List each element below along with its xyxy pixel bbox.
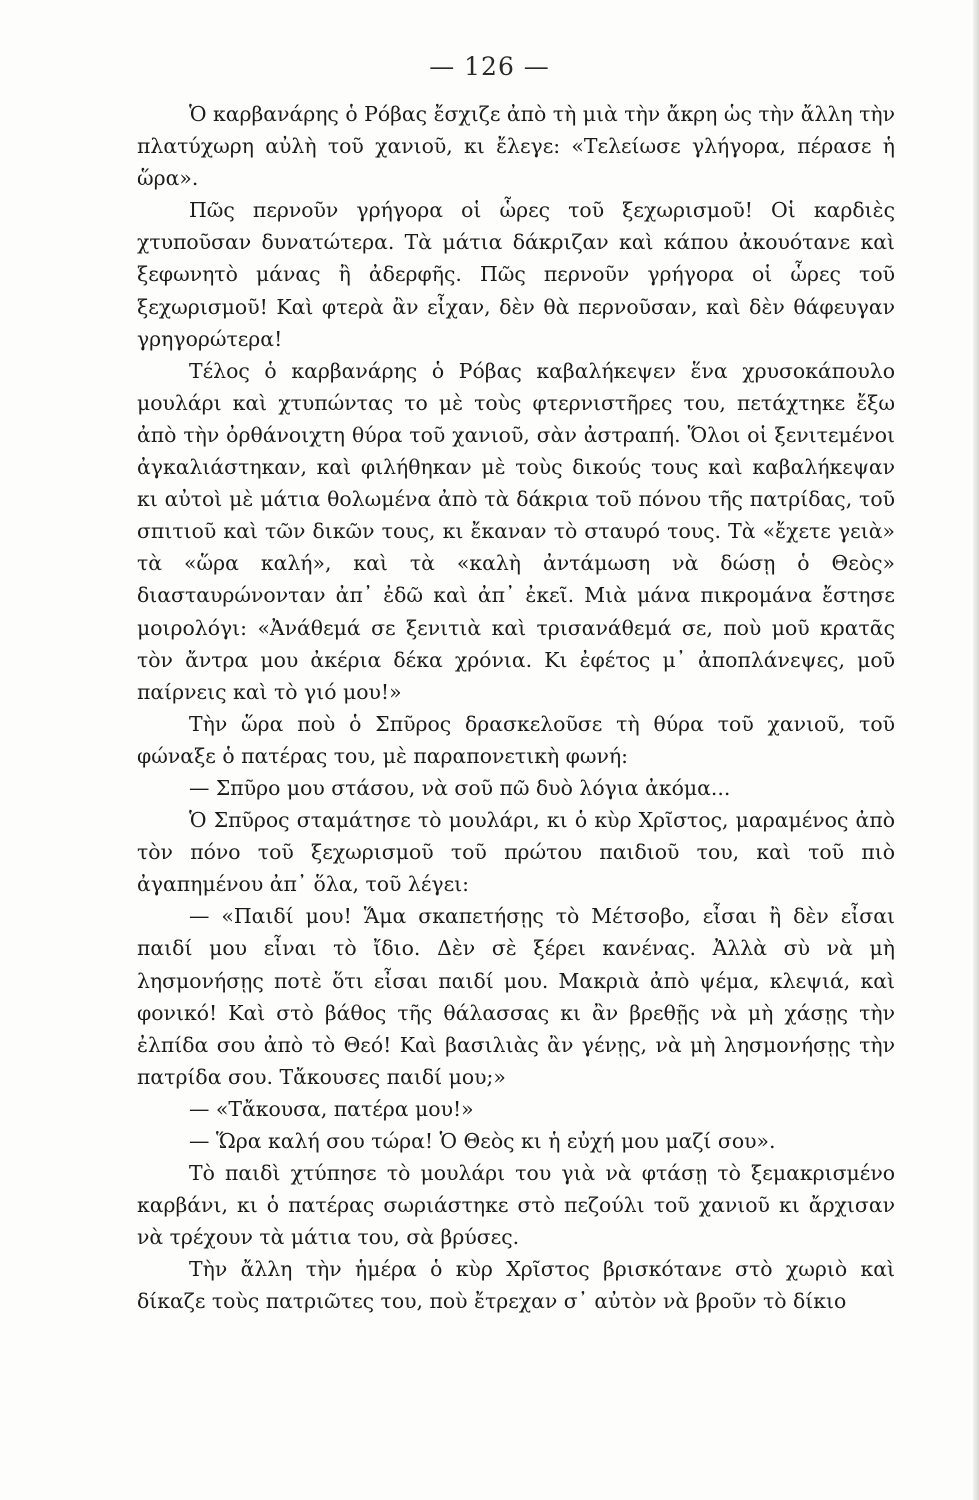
paragraph: — Ὥρα καλή σου τώρα! Ὁ Θεὸς κι ἡ εὐχή μου μαζί σου». [189,1129,776,1153]
paragraph: Ὁ καρβανάρης ὁ Ρόβας ἔσχιζε ἀπὸ τὴ μιὰ τὴν ἄκρη ὡς τὴν ἄλλη τὴν πλατύχωρη αὐλὴ τοῦ χανιοῦ, κι ἔλεγε: «Τελείωσε γλήγορα, πέρασε ἡ ὥρα». [137,102,895,191]
paragraph: — «Παιδί μου! Ἅμα σκαπετήσῃς τὸ Μέτσοβο, εἶσαι ἢ δὲν εἶσαι παιδί μου εἶναι τὸ ἴδιο. Δὲν σὲ ξέρει κανένας. Ἀλλὰ σὺ νὰ μὴ λησμονήσῃς ποτὲ ὅτι εἶσαι παιδί μου. Μακριὰ ἀπὸ ψέμα, κλεψιά, καὶ φονικό! Καὶ στὸ βάθος τῆς θάλασσας κι ἂν βρεθῇς νὰ μὴ χάσῃς τὴν ἐλπίδα σου ἀπὸ τὸ Θεό! Καὶ βασιλιὰς ἂν γένῃς, νὰ μὴ λησμονήσῃς τὴν πατρίδα σου. Τἄκουσες παιδί μου;» [137,904,895,1089]
paragraph: Ὁ Σπῦρος σταμάτησε τὸ μουλάρι, κι ὁ κὺρ Χρῖστος, μαραμένος ἀπὸ τὸν πόνο τοῦ ξεχωρισμοῦ τοῦ πρώτου παιδιοῦ του, καὶ τοῦ πιὸ ἀγαπημένου ἀπ᾽ ὅλα, τοῦ λέγει: [137,808,895,897]
paragraph: — Σπῦρο μου στάσου, νὰ σοῦ πῶ δυὸ λόγια ἀκόμα... [189,775,731,800]
page-edge-shadow [973,0,979,1500]
paragraph: Τὸ παιδὶ χτύπησε τὸ μουλάρι του γιὰ νὰ φτάσῃ τὸ ξεμακρισμένο καρβάνι, κι ὁ πατέρας σωριάστηκε στὸ πεζούλι τοῦ χανιοῦ κι ἄρχισαν νὰ τρέχουν τὰ μάτια του, σὰ βρύσες. [137,1161,895,1250]
paragraph: Τὴν ὥρα ποὺ ὁ Σπῦρος δρασκελοῦσε τὴ θύρα τοῦ χανιοῦ, τοῦ φώναξε ὁ πατέρας του, μὲ παραπονετικὴ φωνή: [137,711,895,768]
page-body-text [137,98,895,1318]
paragraph: Τὴν ἄλλη τὴν ἡμέρα ὁ κὺρ Χρῖστος βρισκότανε στὸ χωριὸ καὶ δίκαζε τοὺς πατριῶτες του, ποὺ ἔτρεχαν σ᾽ αὐτὸν νὰ βροῦν τὸ δίκιο [137,1257,895,1314]
paragraph: Πῶς περνοῦν γρήγορα οἱ ὧρες τοῦ ξεχωρισμοῦ! Οἱ καρδιὲς χτυποῦσαν δυνατώτερα. Τὰ μάτια δάκριζαν καὶ κάπου ἀκουότανε καὶ ξεφωνητὸ μάνας ἢ ἀδερφῆς. Πῶς περνοῦν γρήγορα οἱ ὧρες τοῦ ξεχωρισμοῦ! Καὶ φτερὰ ἂν εἶχαν, δὲν θὰ περνοῦσαν, καὶ δὲν θάφευγαν γρηγορώτερα! [137,198,895,351]
paragraph: — «Τἄκουσα, πατέρα μου!» [189,1096,474,1121]
page-number: — 126 — [429,52,550,81]
paragraph: Τέλος ὁ καρβανάρης ὁ Ρόβας καβαλήκεψεν ἕνα χρυσοκάπουλο μουλάρι καὶ χτυπώντας το μὲ τοὺς φτερνιστῆρες του, πετάχτηκε ἔξω ἀπὸ τὴν ὀρθάνοιχτη θύρα τοῦ χανιοῦ, σὰν ἀστραπή. Ὅλοι οἱ ξενιτεμένοι ἀγκαλιάστηκαν, καὶ φιλήθηκαν μὲ τοὺς δικούς τους καὶ καβαλήκεψαν κι αὐτοὶ μὲ μάτια θολωμένα ἀπὸ τὰ δάκρια τοῦ πόνου τῆς πατρίδας, τοῦ σπιτιοῦ καὶ τῶν δικῶν τους, κι ἔκαναν τὸ σταυρό τους. Τὰ «ἔχετε γειὰ» τὰ «ὥρα καλή», καὶ τὰ «καλὴ ἀντάμωση νὰ δώσῃ ὁ Θεὸς» διασταυρώνονταν ἀπ᾽ ἐδῶ καὶ ἀπ᾽ ἐκεῖ. Μιὰ μάνα πικρομάνα ἔστησε μοιρολόγι: «Ἀνάθεμά σε ξενιτιὰ καὶ τρισανάθεμά σε, ποὺ μοῦ κρατᾶς τὸν ἄντρα μου ἀκέρια δέκα χρόνια. Κι ἐφέτος μ᾽ ἀποπλάνεψες, μοῦ παίρνεις καὶ τὸ γιό μου!» [137,358,895,704]
